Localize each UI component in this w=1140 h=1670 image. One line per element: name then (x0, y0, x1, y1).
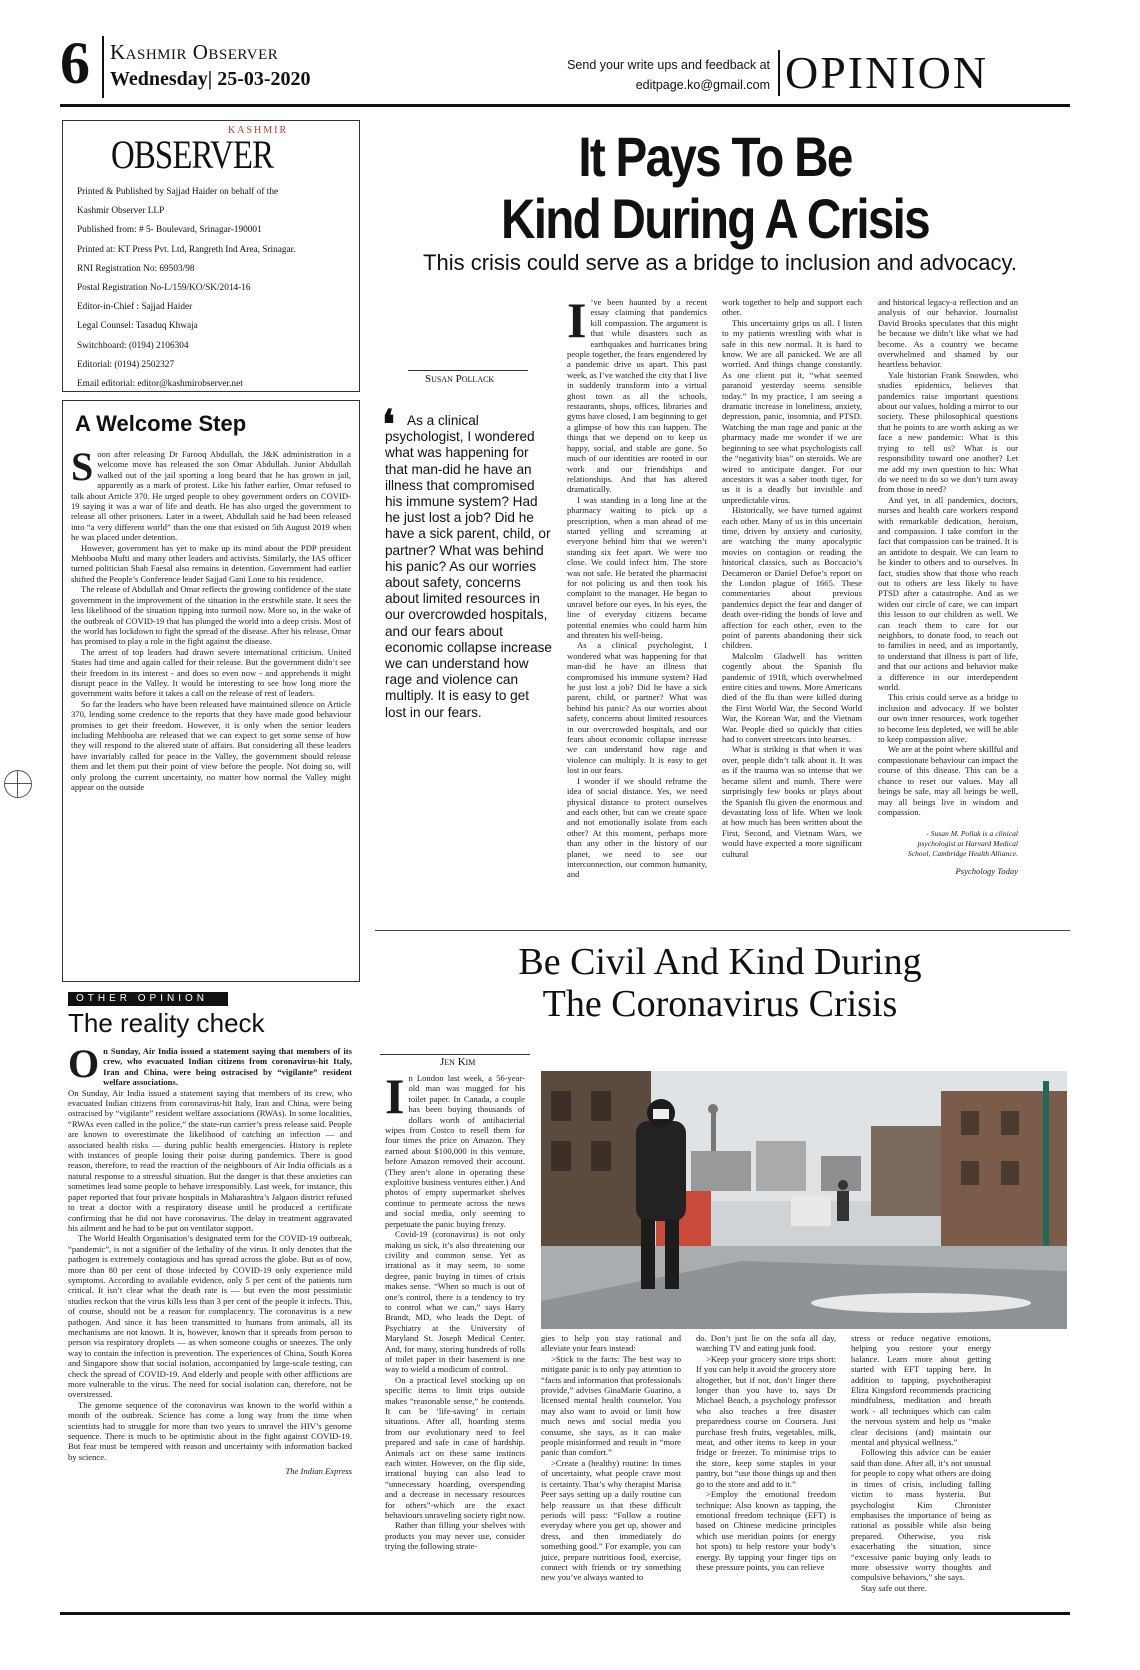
header-divider-left (102, 36, 104, 98)
paragraph: So far the leaders who have been released have maintained silence on Article 370, lending some credence to the reports that they have made good behaviour promises to get their freedom. However, it is only when the senior leaders including Mehbooba are released that we can expect to get some sense of how they will respond to the altered state of affairs. But considering all these leaders have invariably called for peace in the Valley, the government should release them and let them put their point of view before the people. Not doing so, will only prolong the current uncertainty, no matter how normal the Valley might appear on the outside (71, 698, 351, 792)
second-col2 (541, 1333, 681, 1583)
paragraph: work together to help and support each other. (722, 297, 862, 318)
paragraph: n London last week, a 56-year-old man was mugged for his toilet paper. In Canada, a couple has been buying thousands of dollars worth of antibacterial wipes from Costco to resell them for four times the price on Amazon. They earned about $100,000 in this venture, before Amazon removed their account. (They aren’t alone in operating these exploitive business ventures either.) And photos of empty supermarket shelves continue to permeate across the news and social media, only seeming to perpetuate the panic buying frenzy. (385, 1073, 525, 1229)
second-headline-line2: The Coronavirus Crisis (542, 983, 898, 1025)
drop-cap: I (385, 1068, 405, 1124)
paragraph: Yale historian Frank Snowden, who studies epidemics, believes that pandemics raise important questions about our values, holding a mirror to our society. These philosophical questions that he points to are worth asking as we face a new pandemic: What is this trying to tell us? What is our responsibility toward one another? Let me add my own question to his: What do we need to do so we don’t turn away from those in need? (878, 369, 1018, 495)
paragraph: What is striking is that when it was over, people didn’t talk about it. It was as if the trauma was so intense that we became silent and numb. There were surprisingly few books or plays about the Spanish flu given the enormous and devastating loss of life. When we look at how much has been written about the First, Second, and Vietnam Wars, we would have expected a more significant cultural (722, 744, 862, 859)
paragraph: Covid-19 (coronavirus) is not only making us sick, it’s also threatening our civility and common sense. Yet as irrational as it may seem, to some degree, panic buying in times of crisis makes sense. “When so much is out of one’s control, there is a tendency to try to control what we can,” says Harry Brandt, MD, who leads the Dept. of Psychiatry at the University of Maryland St. Joseph Medical Center. And, for many, storing hundreds of rolls of toilet paper in their basement is one way to wield a modicum of control. (385, 1229, 525, 1375)
byline-rule (408, 370, 528, 371)
main-col2 (722, 297, 862, 859)
paragraph: Stay safe out there. (861, 1582, 927, 1593)
editorial-title: A Welcome Step (75, 411, 247, 436)
paragraph: stress or reduce negative emotions, helping you restore your energy balance. Learn more about getting started with EFT tapping here. In addition to tapping, psychotherapist Eliza Kingsford recommends practicing mindfulness, meditation and breath work - all techniques which can calm the nervous system and help us “make clear decisions (and) maintain our mental and physical wellness.” (851, 1333, 991, 1448)
page-number: 6 (60, 30, 90, 96)
main-pullquote: As a clinical psychologist, I wondered what was happening for that man-did he have an illness that compromised his immune system? Had he just lost a job? Did he have a sick parent, child, or partner? What was behind his panic? As our worries about safety, concerns about limited resources in our overcrowded hospitals, and our fears about economic collapse increase we can understand how rage and violence can multiply. It is easy to get lost in our fears. (385, 413, 552, 720)
main-subhead: This crisis could serve as a bridge to inclusion and advocacy. (423, 250, 1017, 275)
impressum-line: Published from: # 5- Boulevard, Srinagar-190001 (77, 225, 262, 236)
masthead: Kashmir Observer (110, 40, 279, 64)
paragraph: However, government has yet to make up its mind about the PDP president Mehbooba Mufti and many other leaders and activists. Similarly, the IAS officer turned politician Shah Faesal also remains in detention. Government had earlier shifted the People’s Conference leader Sajjad Gani Lone to his residence. (71, 542, 351, 584)
header-rule (60, 104, 1070, 107)
quote-mark: ❛ (382, 402, 395, 447)
other-opinion-source: The Indian Express (285, 1466, 352, 1477)
paragraph: And yet, in all pandemics, doctors, nurses and health care workers respond with remarkable dedication, heroism, and compassion. I take comfort in the fact that compassion can be trained. It is an antidote to despair. We can learn to be kinder to others and to ourselves. In fact, studies show that those who reach out to others are less likely to have PTSD after a catastrophe. And as we widen our circle of care, we can impart this lesson to our children as well. We can teach them to care for our neighbors, to donate food, to reach out to families in need, and as importantly, to understand that illness is part of life, and that our actions and behavior make a difference in our interdependent world. (878, 494, 1018, 693)
paragraph: As a clinical psychologist, I wondered what was happening for that man-did he have an illness that compromised his immune system? Had he just lost a job? Did he have a sick parent, child, or partner? What was behind his panic? As our worries about safety, concerns about limited resources in our overcrowded hospitals, and our fears about economic collapse increase we can understand how rage and violence can multiply. It is easy to get lost in our fears. (567, 640, 707, 776)
impressum-logo: OBSERVER (111, 132, 274, 177)
second-col4-paragraphs (851, 1333, 991, 1593)
paragraph: The arrest of top leaders had drawn severe international criticism. United States had time and again called for their release. But the government didn’t see their freedom in its interest - and does so even now - and apprehends it might disrupt peace in the Valley. It would be interesting to see how long more the government waits before it takes a call on the release of rest of leaders. (71, 646, 351, 699)
main-col3-paragraphs (878, 297, 1018, 817)
main-byline: Susan Pollack (425, 373, 495, 385)
second-col3-paragraphs (696, 1333, 836, 1572)
second-col1 (385, 1068, 526, 1552)
paragraph: The genome sequence of the coronavirus was known to the world within a month of the outbreak. Science has come a long way from the time when scientists had to struggle for more than two years to unravel the HIV’s genome sequence. There is much to be optimistic about in the fight against COVID-19. But fear must be tempered with reason and uncertainty with information backed by science. (68, 1399, 352, 1462)
paragraph: This uncertainty grips us all. I listen to my patients wrestling with what is safe in this new normal. It is hard to know. We are all panicked. We are all worried. And things change constantly. As one client put it, “what seemed paranoid yesterday seems sensible today.” In my practice, I am seeing a dramatic increase in loneliness, anxiety, depression, panic, insomnia, and PTSD. Watching the man rage and panic at the pharmacy made me wonder if we are beginning to see what psychologists call the “negativity bias” on steroids. We are wired to anticipate danger. For our ancestors it was a saber tooth tiger, for us it is a deadly but invisible and unpredictable virus. (722, 317, 862, 505)
paragraph: do. Don’t just lie on the sofa all day, watching TV and eating junk food. (696, 1333, 836, 1354)
paragraph: On a practical level stocking up on specific items to limit trips outside makes “reasonable sense,” he contends. It can be ‘life-saving’ in certain situations. After all, hoarding stems from our evolutionary need to feel prepared and safe in case of hardship. Animals act on these same instincts each winter. However, on the flip side, irrational buying can also lead to “unnecessary hoarding, overspending and a decrease in necessary resources for others”-which are the exact behaviours unraveling society right now. (385, 1374, 526, 1521)
editorial-body (71, 444, 351, 792)
other-opinion-label: OTHER OPINION (68, 992, 228, 1006)
street-photo (541, 1071, 1067, 1329)
paragraph: Historically, we have turned against each other. Many of us in this uncertain time, driven by anxiety and curiosity, are watching the many apocalyptic movies on contagion or reading the historical classics, such as Boccacio’s Decameron or Daniel Defoe’s report on the London plague of 1665. These commentaries about previous pandemics depict the fear and danger of death over-riding the bonds of love and affection for each other, even to the point of parents abandoning their sick children. (722, 505, 862, 651)
second-byline: Jen Kim (440, 1056, 476, 1068)
other-opinion-title: The reality check (68, 1008, 265, 1038)
street-scene-illustration (541, 1071, 1067, 1329)
impressum-line: Legal Counsel: Tasaduq Khwaja (77, 321, 198, 332)
registration-mark (4, 770, 32, 798)
main-col2-paragraphs (722, 297, 862, 859)
second-col3 (696, 1333, 836, 1572)
drop-cap: S (71, 444, 94, 489)
paragraph: I wonder if we should reframe the idea of social distance. Yes, we need physical distance to protect ourselves and each other, but can we create space and not emotionally isolate from each other? At this moment, perhaps more than any other in the history of our planet, we need to see our interconnection, our common humanity, and (567, 775, 707, 880)
main-col3 (878, 297, 1018, 877)
second-col1-paragraphs (385, 1068, 526, 1552)
impressum-line: Email editorial: editor@kashmirobserver.net (77, 379, 243, 390)
paragraph: >Create a (healthy) routine: In times of uncertainty, what people crave most is certainty. That’s why therapist Marisa Peer says setting up a daily routine can help reassure us that these difficult periods will pass: “Follow a routine everyday where you get up, shower and dress, and then immediately do something good.” For example, you can juice, prepare nutritious food, exercise, connect with friends or try something new you’ve always wanted to (541, 1457, 681, 1583)
impressum-line: Printed at: KT Press Pvt. Ltd, Rangreth Ind Area, Srinagar. (77, 244, 296, 255)
footer-rule (60, 1612, 1070, 1615)
author-note: - Susan M. Pollak is a clinical psychologist at Harvard Medical School, Cambridge Health Alliance. (907, 829, 1018, 858)
impressum-box (62, 120, 360, 392)
main-headline-line1: It Pays To Be (578, 125, 852, 188)
paragraph: The release of Abdullah and Omar reflects the growing confidence of the state government in the improvement of the situation in the erstwhile state. It sees the less likelihood of the situation tipping into turmoil now. More so, in the wake of the outbreak of COVID-19 that has plunged the world into a deep crisis. Most of the world has lockdown to fight the spread of the disease. After his release, Omar has promised to play a role in the fight against the disease. (71, 584, 351, 647)
paragraph: Following this advice can be easier said than done. After all, it’s not unusual for people to copy what others are doing in times of crisis, including falling victim to mass hysteria. But psychologist Kim Chronister emphasises the importance of being as rational as possible while also being prepared. Otherwise, you risk exacerbating the situation, since “excessive panic buying only leads to more obsessive worry thoughts and compulsive behaviors,” she says. (851, 1447, 991, 1583)
paragraph: This crisis could serve as a bridge to inclusion and advocacy. If we bolster our own inner resources, work together to become less depleted, we will be able to keep compassion alive. (878, 692, 1018, 745)
page-header (60, 28, 1070, 104)
paragraph: gies to help you stay rational and alleviate your fears instead: (541, 1333, 681, 1354)
other-opinion-lede: n Sunday, Air India issued a statement saying that members of its crew, who evacuated Indian citizens from coronavirus-hit Italy, Iran and China, were being ostracised by “vigilante” resident welfare associations. (103, 1046, 352, 1088)
section-title: OPINION (785, 47, 989, 98)
impressum-line: Printed & Published by Sajjad Haider on behalf of the (77, 187, 279, 197)
main-col1-paragraphs (567, 292, 707, 880)
impressum-logo-top: KASHMIR (228, 125, 289, 136)
second-col4 (851, 1333, 991, 1593)
issue-date: Wednesday| 25-03-2020 (110, 68, 311, 90)
impressum-line: Editor-in-Chief : Sajjad Haider (77, 302, 193, 313)
second-headline-line1: Be Civil And Kind During (518, 941, 922, 983)
paragraph: I was standing in a long line at the pharmacy waiting to pick up a prescription, when a man ahead of me started yelling and screaming at everyone behind him that we weren’t standing six feet apart. We were too close. We could infect him. The store was not safe. He berated the pharmacist for not policing us and then took his complaint to the manager. He began to unravel before our eyes. In his eyes, the line of everyday citizens became potential enemies who could harm him and threaten his well-being. (567, 494, 707, 640)
impressum-line: Postal Registration No-L/159/KO/SK/2014-16 (77, 283, 251, 294)
paragraph: ’ve been haunted by a recent essay claiming that pandemics kill compassion. The argument is that while disasters such as earthquakes and hurricanes bring people together, the fears engendered by a pandemic drive us apart. This past week, as I’ve watched the city that I live in suddenly transform into a virtual ghost town as all the schools, restaurants, shops, offices, libraries and gyms have closed, I am beginning to get a glimpse of how this can happen. The things that we depend on to keep us happy, social, and stable are gone. So much of our identities are rooted in our work and our friendships and relationships. And that has altered dramatically. (567, 297, 707, 495)
paragraph: Rather than filling your shelves with products you may never use, consider trying the following strate- (385, 1520, 525, 1552)
other-opinion-body (68, 1041, 352, 1477)
header-divider-right (778, 50, 780, 96)
other-opinion-paragraphs (68, 1088, 352, 1463)
drop-cap: O (68, 1041, 100, 1086)
other-opinion (62, 992, 358, 1592)
paragraph: >Stick to the facts: The best way to mitigate panic is to only pay attention to “facts and information that professionals provide,” advises GinaMarie Guarino, a licensed mental health counselor. You may also want to avoid or limit how much news and social media you consume, she says, as it can make people misinformed and result in “more panic than comfort.” (541, 1353, 681, 1458)
drop-cap: I (567, 292, 587, 348)
feedback-line: Send your write ups and feedback at (567, 58, 770, 72)
second-col2-paragraphs (541, 1333, 681, 1583)
paragraph: On Sunday, Air India issued a statement saying that members of its crew, who evacuated Indian citizens from coronavirus-hit Italy, Iran and China, were being ostracised by “vigilante” resident welfare associations (RWAs). In some localities, “RWAs even called in the police,” the state-run carrier’s press release said. People are known to overestimate the likelihood of catching an infection — and associated health risks — during public health emergencies. History is replete with instances of people losing their poise during pandemics. There is good reason, therefore, to read the reaction of the neighbours of Air India officials as a natural response to a stressful situation. But the danger is that these anxieties can sometimes lead some people to behave irresponsibly. Last week, for instance, this paper reported that four private hospitals in Maharashtra’s Jalgaon district refused to treat a doctor with a respiratory disease until he produced a certificate confirming that he did not have coronavirus. The delay in treatment aggravated his ailment and he had to be put on ventilator support. (68, 1087, 352, 1233)
impressum-lines (77, 183, 352, 394)
byline-rule (380, 1054, 530, 1055)
impressum-line: RNI Registration No: 69503/98 (77, 263, 195, 274)
impressum-line: Kashmir Observer LLP (77, 206, 165, 217)
editorial-paragraphs (71, 444, 351, 792)
main-headline-line2: Kind During A Crisis (501, 187, 929, 250)
section-rule (375, 930, 1070, 931)
paragraph: oon after releasing Dr Farooq Abdullah, the J&K administration in a welcome move has released the son Omar Abdullah. Junior Abdullah walked out of the jail sporting a long beard that he has grown in jail, apparently as a mark of protest. Like his father earlier, Omar refused to talk about Article 370. He urged people to obey government orders on COVID-19 saying it was a war of life and death. He has also urged the government to release all other prisoners. Later in a tweet, Abdullah said he had been released into “a very different world” than the one that existed on 5th August 2019 when he was placed under detention. (71, 449, 351, 543)
paragraph: and historical legacy-a reflection and an analysis of our behavior. Journalist David Brooks speculates that this might be because we didn’t like what we had become. As a country we became overwhelmed and shamed by our heartless behavior. (878, 297, 1018, 370)
editorial-box (62, 400, 360, 982)
paragraph: The World Health Organisation’s designated term for the COVID-19 outbreak, “pandemic”, is not a signifier of the lethality of the virus. It only denotes that the pathogen is extremely contagious and has spread across the globe. But as of now, more than 80 per cent of those infected by COVID-19 only experience mild symptoms. According to available evidence, only 5 per cent of the patients turn critical. It isn’t clear what the death rate is — but even the most pessimistic studies reckon that the virus kills less than 3 per cent of the people it infects. This, of course, should not be a reason for complacency. The coronavirus is a new pathogen. And since it has been transmitted to humans from animals, all its mechanisms are not known. It is, however, known that it spreads from person to person via respiratory droplets — as when someone coughs or sneezes. The only way to contain the infection is prevention. The experiences of China, South Korea and Singapore show that social isolation, accompanied by large-scale testing, can check the spread of COVID-19. And elderly and people with other afflictions are more vulnerable to the virus. The need for social isolation can, therefore, not be overstressed. (68, 1233, 352, 1400)
feedback-email[interactable]: editpage.ko@gmail.com (635, 78, 770, 92)
main-col1 (567, 292, 707, 880)
paragraph: We are at the point where skillful and compassionate behaviour can impact the course of this disease. This can be a chance to reset our values. May all beings be safe, may all beings be well, may all beings live in wisdom and compassion. (878, 744, 1018, 817)
paragraph: Malcolm Gladwell has written cogently about the Spanish flu pandemic of 1918, which overwhelmed entire cities and towns. More Americans died of the flu than were killed during the First World War, the Second World War, the Korean War, and the Vietnam War. People died so quickly that cities had to convert streetcars into hearses. (722, 650, 862, 745)
impressum-line: Switchboard: (0194) 2106304 (77, 340, 189, 351)
paragraph: >Keep your grocery store trips short: If you can help it avoid the grocery store altogether, but if not, don’t linger there longer than you have to, says Dr Michael Beach, a psychology professor who also teaches a free disaster preparedness course on Coursera. Just purchase fresh fruits, vegetables, milk, meat, and other items to keep in your fridge or freezer. To minimise trips to the store, keep some staples in your pantry, but “use those things up and then go to the store and add to it.” (696, 1353, 836, 1489)
paragraph: >Employ the emotional freedom technique: Also known as tapping, the emotional freedom technique (EFT) is based on Chinese medicine principles which use meridian points (or energy hot spots) to help restore your body’s energy. By tapping your finger tips on these pressure points, you can relieve (696, 1489, 836, 1572)
impressum-line: Editorial: (0194) 2502327 (77, 359, 175, 370)
main-source: Psychology Today (955, 866, 1018, 877)
